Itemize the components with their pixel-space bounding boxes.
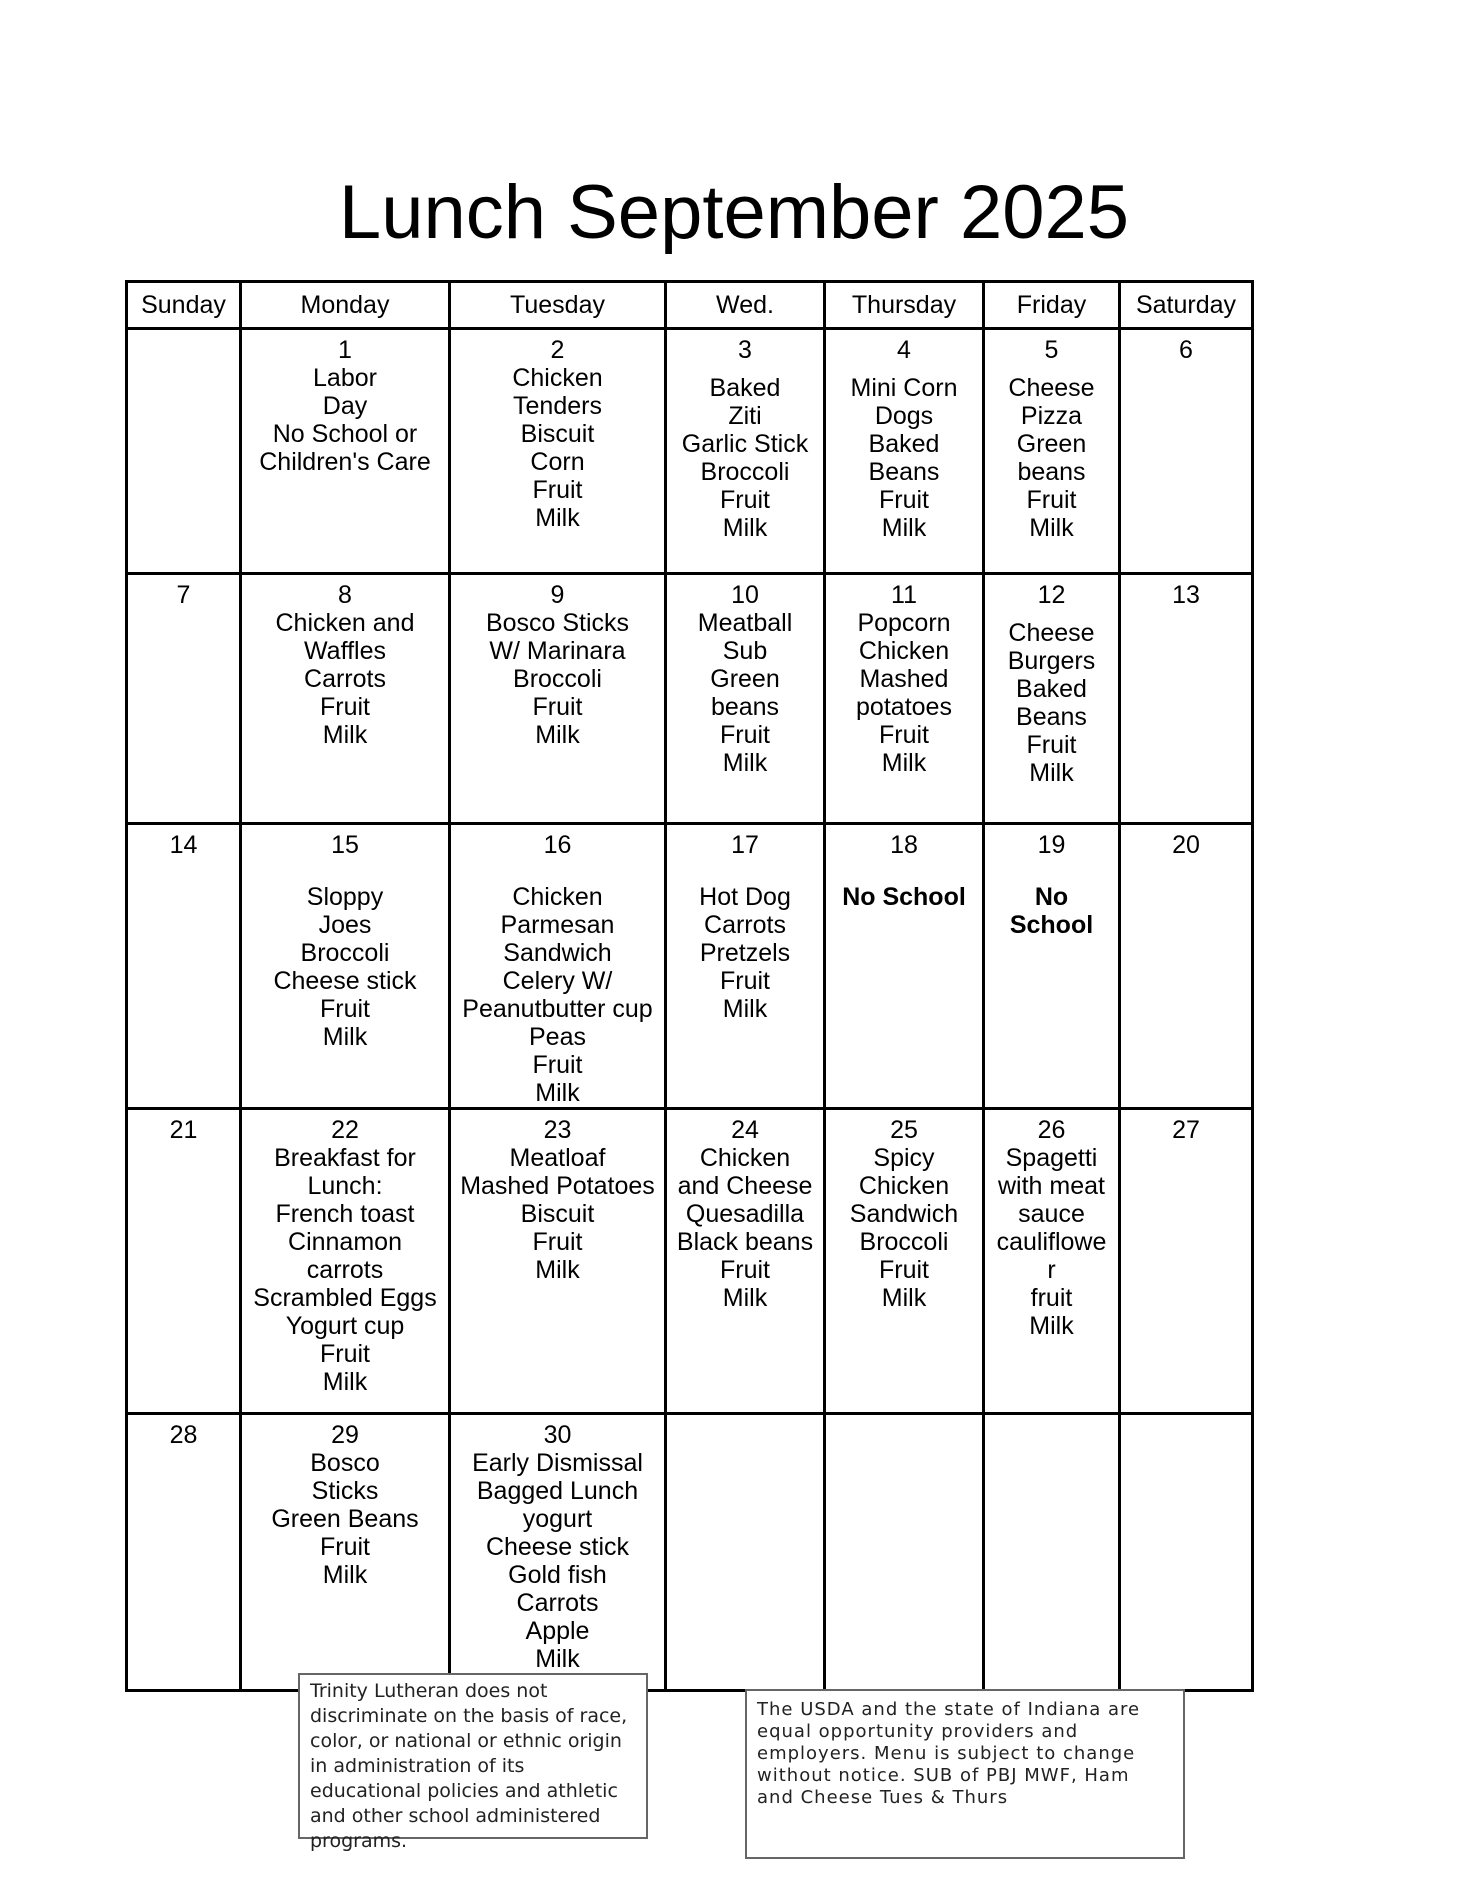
day-cell bbox=[241, 329, 450, 574]
menu-items: Chicken Parmesan Sandwich Celery W/ Peanutbutter cup Peas Fruit Milk bbox=[462, 883, 653, 1107]
day-number: 20 bbox=[1172, 831, 1200, 859]
header-saturday: Saturday bbox=[1120, 282, 1253, 329]
menu-items: Bosco Sticks Green Beans Fruit Milk bbox=[271, 1449, 419, 1589]
page-title: Lunch September 2025 bbox=[338, 170, 1130, 255]
day-number: 5 bbox=[1044, 336, 1059, 364]
day-number: 9 bbox=[550, 581, 565, 609]
day-number: 8 bbox=[338, 581, 352, 609]
day-cell bbox=[1120, 1109, 1253, 1414]
day-number: 13 bbox=[1172, 581, 1200, 609]
day-cell bbox=[984, 574, 1120, 824]
menu-items: Baked Ziti Garlic Stick Broccoli Fruit Milk bbox=[681, 374, 809, 542]
menu-items: Cheese Burgers Baked Beans Fruit Milk bbox=[1007, 619, 1096, 787]
day-cell bbox=[984, 1109, 1120, 1414]
day-number: 29 bbox=[331, 1421, 359, 1449]
header-tuesday: Tuesday bbox=[450, 282, 666, 329]
nondiscrimination-notice: Trinity Lutheran does not discriminate on the basis of race, color, or national or ethnic origin in administration of its educational policies and athletic and other school administered programs. bbox=[298, 1673, 648, 1839]
day-number: 1 bbox=[338, 336, 352, 364]
day-cell bbox=[127, 329, 241, 574]
header-monday: Monday bbox=[241, 282, 450, 329]
day-cell bbox=[241, 824, 450, 1109]
day-number: 11 bbox=[891, 581, 917, 609]
day-number: 30 bbox=[543, 1421, 572, 1449]
day-cell bbox=[450, 574, 666, 824]
menu-items: Cheese Pizza Green beans Fruit Milk bbox=[1008, 374, 1095, 542]
week-row bbox=[127, 329, 1253, 574]
menu-items: Meatball Sub Green beans Fruit Milk bbox=[697, 609, 793, 777]
day-cell bbox=[1120, 574, 1253, 824]
day-cell bbox=[666, 1414, 825, 1691]
day-cell bbox=[984, 329, 1120, 574]
day-cell bbox=[241, 574, 450, 824]
day-cell bbox=[666, 824, 825, 1109]
week-row bbox=[127, 1109, 1253, 1414]
day-cell bbox=[450, 1414, 666, 1691]
day-number bbox=[826, 1415, 982, 1421]
menu-items: Labor Day No School or Children's Care bbox=[259, 364, 431, 476]
menu-items: Sloppy Joes Broccoli Cheese stick Fruit Milk bbox=[273, 883, 417, 1051]
day-cell bbox=[450, 824, 666, 1109]
header-wednesday: Wed. bbox=[666, 282, 825, 329]
menu-items: Chicken Tenders Biscuit Corn Fruit Milk bbox=[512, 364, 603, 532]
day-cell bbox=[1120, 1414, 1253, 1691]
day-number: 4 bbox=[897, 336, 911, 364]
day-number: 22 bbox=[331, 1116, 359, 1144]
menu-items: Mini Corn Dogs Baked Beans Fruit Milk bbox=[850, 374, 958, 542]
menu-items: Popcorn Chicken Mashed potatoes Fruit Milk bbox=[856, 609, 952, 777]
menu-items: Chicken and Cheese Quesadilla Black beans Fruit Milk bbox=[676, 1144, 814, 1312]
menu-items: No School bbox=[842, 883, 966, 911]
day-number: 18 bbox=[890, 831, 918, 859]
day-cell bbox=[241, 1109, 450, 1414]
day-number bbox=[1121, 1415, 1251, 1421]
menu-items: Meatloaf Mashed Potatoes Biscuit Fruit Milk bbox=[460, 1144, 655, 1284]
day-cell bbox=[127, 824, 241, 1109]
day-cell bbox=[666, 1109, 825, 1414]
day-cell bbox=[1120, 824, 1253, 1109]
day-number: 28 bbox=[169, 1421, 198, 1449]
day-number: 7 bbox=[176, 581, 191, 609]
lunch-calendar bbox=[125, 280, 1254, 1692]
day-cell bbox=[825, 329, 984, 574]
weekday-header-row bbox=[127, 282, 1253, 329]
menu-items: No School bbox=[1009, 883, 1094, 939]
day-cell bbox=[127, 574, 241, 824]
day-number: 3 bbox=[738, 336, 752, 364]
header-thursday: Thursday bbox=[825, 282, 984, 329]
day-number bbox=[128, 330, 239, 336]
day-number: 2 bbox=[550, 336, 565, 364]
day-cell bbox=[984, 824, 1120, 1109]
day-number: 23 bbox=[543, 1116, 572, 1144]
day-cell bbox=[825, 574, 984, 824]
day-cell bbox=[666, 329, 825, 574]
day-cell bbox=[825, 824, 984, 1109]
day-cell bbox=[666, 574, 825, 824]
day-number bbox=[667, 1415, 823, 1421]
day-cell bbox=[127, 1109, 241, 1414]
day-number: 24 bbox=[731, 1116, 759, 1144]
day-number: 15 bbox=[331, 831, 359, 859]
week-row bbox=[127, 1414, 1253, 1691]
menu-items: Chicken and Waffles Carrots Fruit Milk bbox=[275, 609, 415, 749]
menu-items: Spicy Chicken Sandwich Broccoli Fruit Milk bbox=[849, 1144, 959, 1312]
menu-items: Early Dismissal Bagged Lunch yogurt Cheese stick Gold fish Carrots Apple Milk bbox=[472, 1449, 643, 1673]
day-cell bbox=[825, 1109, 984, 1414]
header-friday: Friday bbox=[984, 282, 1120, 329]
day-number bbox=[985, 1415, 1118, 1421]
day-number: 26 bbox=[1037, 1116, 1066, 1144]
day-number: 19 bbox=[1037, 831, 1066, 859]
day-cell bbox=[127, 1414, 241, 1691]
day-cell bbox=[984, 1414, 1120, 1691]
day-number: 27 bbox=[1172, 1116, 1200, 1144]
menu-items: Hot Dog Carrots Pretzels Fruit Milk bbox=[699, 883, 791, 1023]
day-cell bbox=[1120, 329, 1253, 574]
day-number: 25 bbox=[890, 1116, 918, 1144]
header-sunday: Sunday bbox=[127, 282, 241, 329]
day-number: 14 bbox=[169, 831, 198, 859]
day-number: 10 bbox=[731, 581, 759, 609]
menu-items: Bosco Sticks W/ Marinara Broccoli Fruit Milk bbox=[485, 609, 630, 749]
week-row bbox=[127, 824, 1253, 1109]
usda-notice: The USDA and the state of Indiana are equal opportunity providers and employers. Menu is subject to change without notice. SUB of PBJ MWF, Ham and Cheese Tues & Thurs bbox=[745, 1689, 1185, 1859]
week-row bbox=[127, 574, 1253, 824]
menu-items: Breakfast for Lunch: French toast Cinnamon carrots Scrambled Eggs Yogurt cup Fruit Milk bbox=[253, 1144, 437, 1396]
day-number: 6 bbox=[1179, 336, 1193, 364]
day-number: 21 bbox=[169, 1116, 198, 1144]
day-cell bbox=[241, 1414, 450, 1691]
day-number: 12 bbox=[1037, 581, 1066, 609]
day-cell bbox=[450, 329, 666, 574]
menu-items: Spagetti with meat sauce cauliflowe r fruit Milk bbox=[996, 1144, 1107, 1340]
day-cell bbox=[450, 1109, 666, 1414]
day-number: 16 bbox=[543, 831, 572, 859]
day-cell bbox=[825, 1414, 984, 1691]
day-number: 17 bbox=[731, 831, 759, 859]
